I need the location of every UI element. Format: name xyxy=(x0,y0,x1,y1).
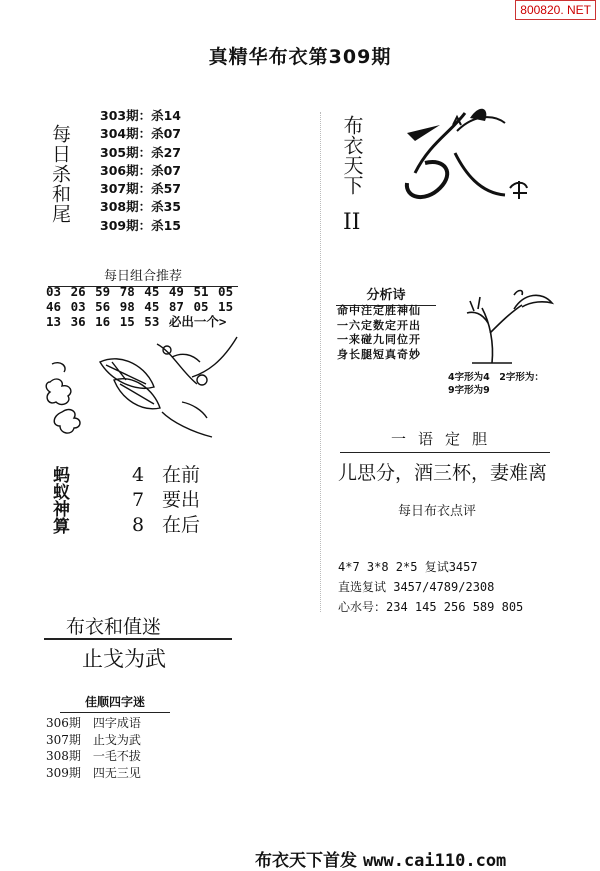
footer xyxy=(255,846,506,871)
idiom-riddle-line: 308期 一毛不拔 xyxy=(46,749,141,763)
sprout-illustration xyxy=(395,103,555,223)
idiom-riddle-line: 306期 四字成语 xyxy=(46,716,141,730)
idiom-riddle-line: 307期 止戈为武 xyxy=(46,732,141,747)
tree-illustration xyxy=(452,283,562,368)
daily-review-line: 4*7 3*8 2*5 复试3457 xyxy=(338,560,478,574)
ant-calc-label: 蚂蚁神算 xyxy=(49,466,69,534)
ant-calc-row xyxy=(120,513,200,538)
ant-calc-text: 在后 xyxy=(162,514,201,536)
kill-tail-row: 307期：杀57 xyxy=(100,181,181,197)
ant-calc-number: 8 xyxy=(131,514,145,536)
daily-review-line: 心水号：234 145 256 589 805 xyxy=(338,600,524,614)
kill-tail-row: 305期：杀27 xyxy=(100,144,181,160)
sum-riddle-answer: 止戈为武 xyxy=(82,647,166,671)
idiom-riddle-lines xyxy=(46,715,141,781)
kill-tail-row: 308期：杀35 xyxy=(100,199,181,215)
poem-heading: 分析诗 xyxy=(336,284,436,306)
daily-review-lines xyxy=(338,557,523,617)
poem-note: 4字形为4 2字形为： xyxy=(448,372,544,383)
kill-tail-list xyxy=(100,107,181,235)
ant-calc-number: 4 xyxy=(131,464,145,486)
ant-calc-row xyxy=(120,488,200,513)
one-word-heading: 一语定胆 xyxy=(340,428,550,453)
combo-row: 03 26 59 78 45 49 51 05 xyxy=(46,284,234,299)
column-divider xyxy=(320,112,321,612)
ant-calc-text: 在前 xyxy=(162,464,201,486)
sum-riddle-title: 布衣和值迷 xyxy=(66,616,162,638)
ant-calc-rows xyxy=(120,463,200,538)
poem-note: 9字形为9 xyxy=(448,385,490,396)
kill-tail-row: 306期：杀07 xyxy=(100,162,181,178)
daily-review-title: 每日布衣点评 xyxy=(398,504,477,519)
footer-url[interactable]: www.cai110.com xyxy=(363,851,507,871)
combo-heading: 每日组合推荐 xyxy=(48,265,238,287)
poem-line: 一六定数定开出 xyxy=(337,318,421,332)
combo-row: 13 36 16 15 53 必出一个> xyxy=(46,314,227,329)
boats-illustration xyxy=(42,332,247,447)
idiom-riddle-line: 309期 四无三见 xyxy=(46,765,141,780)
kill-tail-label: 每日杀和尾 xyxy=(49,124,71,224)
poem-lines xyxy=(337,304,421,362)
poem-notes xyxy=(448,371,544,397)
ant-calc-text: 要出 xyxy=(162,489,201,511)
ant-calc-row xyxy=(120,463,200,488)
ant-calc-number: 7 xyxy=(131,489,145,511)
poem-line: 命中注定胜神仙 xyxy=(337,304,421,317)
poem-line: 身长腿短真奇妙 xyxy=(337,347,421,361)
footer-brand: 布衣天下首发 xyxy=(255,851,357,871)
daily-review-line: 直选复试 3457/4789/2308 xyxy=(338,580,495,594)
buyi-roman-numeral: II xyxy=(343,210,361,235)
combo-rows xyxy=(46,284,233,329)
kill-tail-row: 309期：杀15 xyxy=(100,217,181,233)
kill-tail-row: 303期：杀14 xyxy=(100,108,181,123)
page-title: 真精华布衣第309期 xyxy=(208,46,392,68)
sum-riddle-rule xyxy=(44,638,232,640)
combo-row: 46 03 56 98 45 87 05 15 xyxy=(46,299,234,314)
site-watermark: 800820. NET xyxy=(515,0,596,20)
kill-tail-row: 304期：杀07 xyxy=(100,126,181,142)
idiom-riddle-heading: 佳顺四字迷 xyxy=(60,693,170,713)
poem-line: 一来碰九同位开 xyxy=(337,333,421,346)
buyi-tianxia-label: 布衣天下 xyxy=(340,115,364,195)
one-word-body: 儿思分，酒三杯，妻难离 xyxy=(338,462,548,484)
